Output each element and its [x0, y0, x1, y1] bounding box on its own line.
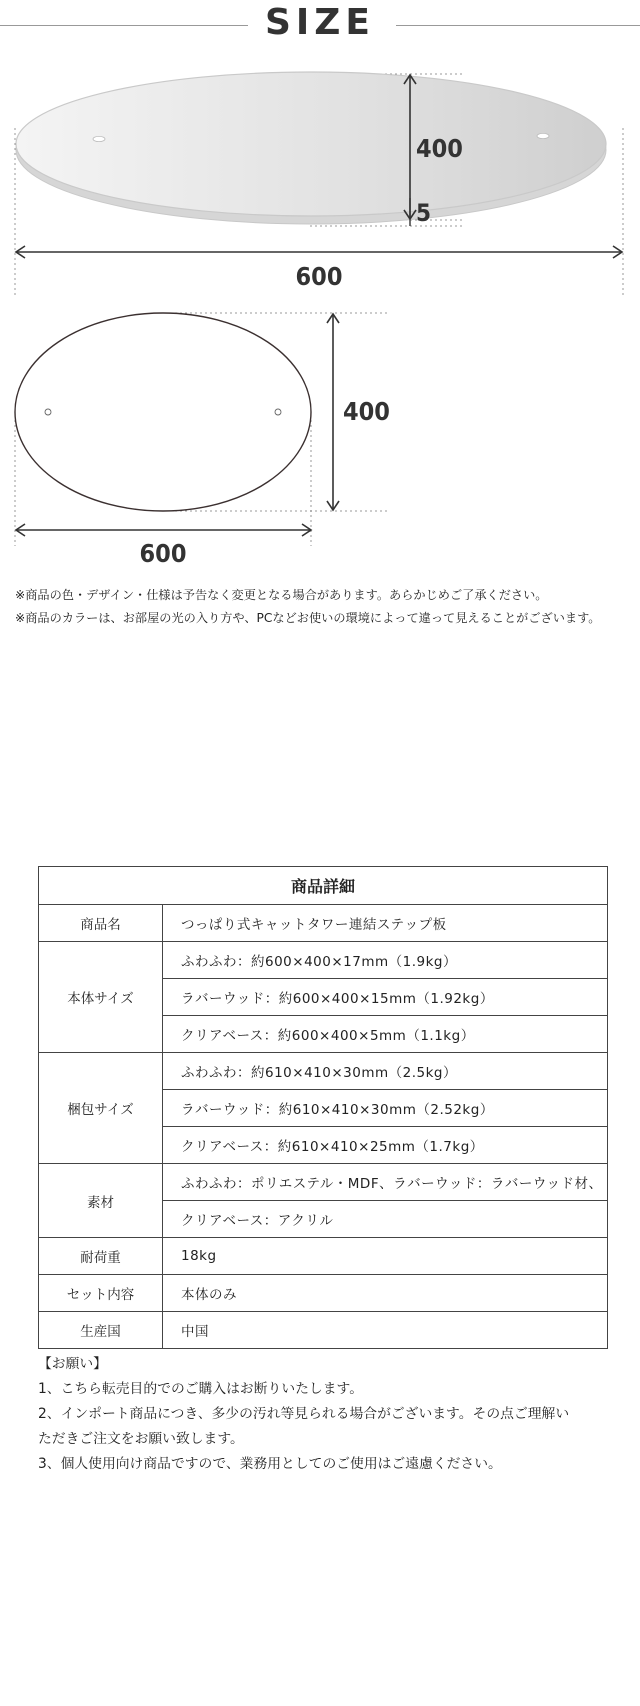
load-label: 耐荷重 — [39, 1238, 163, 1275]
body-size-value: ふわふわ：約600×400×17mm（1.9kg） — [163, 942, 608, 979]
table-heading-row — [39, 867, 608, 905]
table-row — [39, 942, 608, 979]
package-size-value: クリアベース：約610×410×25mm（1.7kg） — [163, 1127, 608, 1164]
perspective-board-figure — [0, 60, 640, 300]
package-size-value: ふわふわ：約610×410×30mm（2.5kg） — [163, 1053, 608, 1090]
top-dim-width-label: 600 — [139, 539, 187, 568]
request-heading: 【お願い】 — [38, 1356, 107, 1372]
request-line: 1、こちら転売目的でのご購入はお断りいたします。 — [38, 1381, 364, 1397]
body-size-label: 本体サイズ — [39, 942, 163, 1053]
table-row — [39, 1312, 608, 1349]
contents-label: セット内容 — [39, 1275, 163, 1312]
notes — [15, 584, 635, 630]
table-row — [39, 1275, 608, 1312]
note-line: ※商品の色・デザイン・仕様は予告なく変更となる場合があります。あらかじめご了承ください。 — [15, 588, 548, 602]
size-header — [0, 0, 640, 52]
table-row — [39, 905, 608, 942]
top-height-arrow — [327, 314, 339, 510]
product-detail-table — [38, 866, 608, 1349]
body-size-value: クリアベース：約600×400×5mm（1.1kg） — [163, 1016, 608, 1053]
table-row — [39, 1053, 608, 1090]
top-hole-right — [275, 409, 281, 415]
load-value: 18kg — [163, 1238, 608, 1275]
dim-width-label: 600 — [295, 262, 343, 291]
table-heading: 商品詳細 — [39, 867, 608, 905]
width-arrow — [16, 246, 622, 258]
product-name-value: つっぱり式キャットタワー連結ステップ板 — [163, 905, 608, 942]
note-line: ※商品のカラーは、お部屋の光の入り方や、PCなどお使いの環境によって違って見えることがございます。 — [15, 611, 601, 625]
dim-height-label: 400 — [416, 134, 463, 163]
origin-label: 生産国 — [39, 1312, 163, 1349]
package-size-label: 梱包サイズ — [39, 1053, 163, 1164]
origin-value: 中国 — [163, 1312, 608, 1349]
material-value: クリアベース：アクリル — [163, 1201, 608, 1238]
body-size-value: ラバーウッド：約600×400×15mm（1.92kg） — [163, 979, 608, 1016]
request-line: 3、個人使用向け商品ですので、業務用としてのご使用はご遠慮ください。 — [38, 1456, 502, 1472]
request-line: 2、インポート商品につき、多少の汚れ等見られる場合がございます。その点ご理解い — [38, 1406, 570, 1422]
dim-thickness-label: 5 — [416, 199, 432, 227]
board-outline — [15, 313, 311, 511]
page-title: SIZE — [264, 2, 376, 43]
top-dim-height-label: 400 — [343, 397, 390, 426]
package-size-value: ラバーウッド：約610×410×30mm（2.52kg） — [163, 1090, 608, 1127]
top-hole-left — [45, 409, 51, 415]
request-line: ただきご注文をお願い致します。 — [38, 1431, 244, 1447]
mount-hole-left — [93, 136, 105, 141]
contents-value: 本体のみ — [163, 1275, 608, 1312]
top-view-figure — [0, 306, 640, 578]
board-top-surface — [16, 72, 606, 216]
material-label: 素材 — [39, 1164, 163, 1238]
top-width-arrow — [16, 524, 311, 536]
product-name-label: 商品名 — [39, 905, 163, 942]
mount-hole-right — [537, 133, 549, 138]
request-section — [38, 1352, 618, 1477]
table-row — [39, 1164, 608, 1201]
material-value: ふわふわ：ポリエステル・MDF、ラバーウッド：ラバーウッド材、 — [163, 1164, 608, 1201]
header-rule-right — [396, 25, 640, 26]
table-row — [39, 1238, 608, 1275]
